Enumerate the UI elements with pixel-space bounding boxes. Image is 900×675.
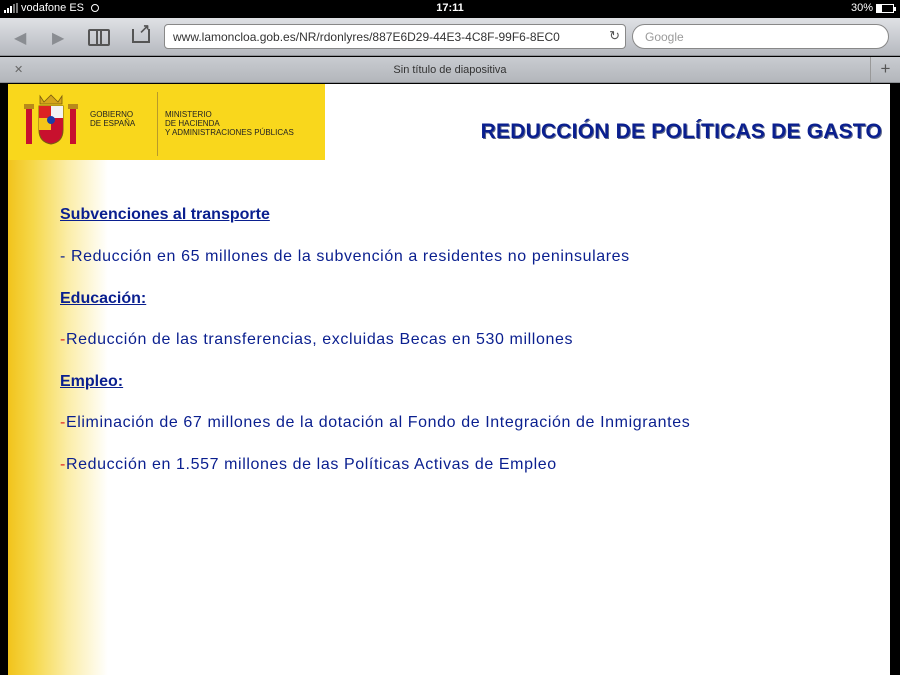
bullet-item: -Eliminación de 67 millones de la dotación al Fondo de Integración de Inmigrantes	[60, 414, 691, 431]
tab-title[interactable]: Sin título de diapositiva	[393, 64, 507, 76]
forward-arrow-icon[interactable]: ▶	[52, 30, 65, 47]
section-heading-empleo: Empleo:	[60, 373, 124, 390]
close-tab-icon[interactable]: ✕	[14, 64, 24, 76]
reload-icon[interactable]: ↻	[609, 28, 620, 43]
share-icon[interactable]	[132, 29, 150, 43]
section-heading-transporte: Subvenciones al transporte	[60, 206, 270, 223]
gobierno-espana-label: GOBIERNO DE ESPAÑA	[90, 110, 136, 128]
bullet-item: - Reducción en 65 millones de la subvención a residentes no peninsulares	[60, 248, 630, 265]
logo-divider	[157, 92, 158, 156]
bookmarks-icon[interactable]	[88, 29, 110, 43]
bullet-item: -Reducción de las transferencias, excluidas Becas en 530 millones	[60, 331, 574, 348]
status-bar	[0, 0, 900, 18]
ministerio-label: MINISTERIO DE HACIENDA Y ADMINISTRACIONES PÚBLICAS	[165, 110, 294, 137]
slide-page	[8, 84, 890, 675]
browser-toolbar	[0, 18, 900, 56]
search-input[interactable]: Google	[632, 24, 889, 49]
bullet-item: -Reducción en 1.557 millones de las Políticas Activas de Empleo	[60, 456, 557, 473]
url-text: www.lamoncloa.gob.es/NR/rdonlyres/887E6D29-44E3-4C8F-99F6-8EC0	[173, 30, 560, 44]
address-bar[interactable]	[164, 24, 626, 49]
tab-bar	[0, 57, 900, 83]
battery-percent: 30%	[850, 2, 873, 14]
battery-icon	[876, 4, 894, 13]
status-time: 17:11	[436, 2, 464, 14]
carrier-label: vodafone ES	[21, 2, 84, 14]
section-heading-educacion: Educación:	[60, 290, 147, 307]
slide-title: REDUCCIÓN DE POLÍTICAS DE GASTO	[480, 120, 882, 143]
back-arrow-icon[interactable]: ◀	[14, 30, 27, 47]
coat-of-arms-icon	[22, 92, 80, 152]
new-tab-button[interactable]: +	[870, 57, 900, 82]
ministry-logo-band	[8, 84, 325, 160]
